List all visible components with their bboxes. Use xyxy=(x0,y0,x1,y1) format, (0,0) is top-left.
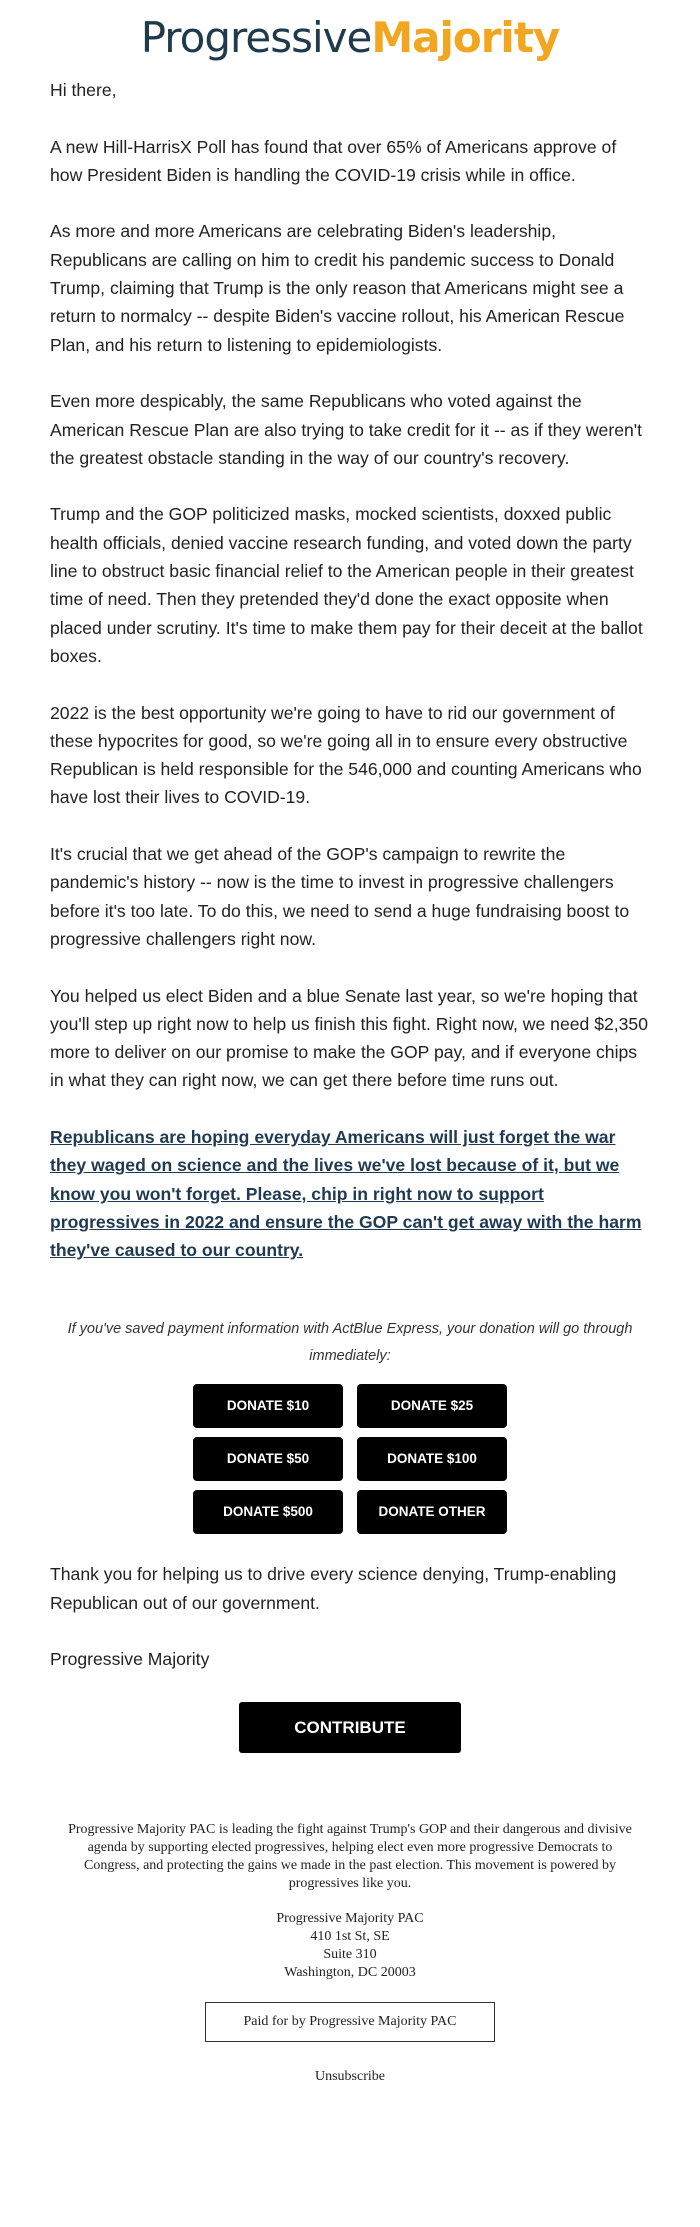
closing-section xyxy=(0,1560,700,1673)
donate-button-grid xyxy=(193,1384,507,1534)
unsubscribe-link[interactable]: Unsubscribe xyxy=(315,2068,385,2084)
cta-paragraph xyxy=(50,1123,650,1264)
greeting: Hi there, xyxy=(50,80,117,100)
paragraph-despicably: Even more despicably, the same Republicans who voted against the American Rescue Plan are also trying to take credit for it -- as if they weren't the greatest obstacle standing in the way of our country's recovery. xyxy=(50,391,643,468)
footer xyxy=(0,1821,700,1893)
address-line: Progressive Majority PAC xyxy=(276,1910,424,1926)
paragraph-crucial: It's crucial that we get ahead of the GOP's campaign to rewrite the pandemic's history -- now is the time to invest in progressive challengers before it's too late. To do this, we need to send a huge fundraising boost to progressive challengers right now. xyxy=(50,844,630,949)
paragraph-politicized: Trump and the GOP politicized masks, mocked scientists, doxxed public health officials, denied vaccine research funding, and voted down the party line to obstruct basic financial relief to the American people in their greatest time of need. Then they pretended they'd done the exact opposite when placed under scrutiny. It's time to make them pay for their deceit at the ballot boxes. xyxy=(50,504,643,666)
thanks-paragraph: Thank you for helping us to drive every science denying, Trump-enabling Republican out of our government. xyxy=(50,1564,617,1613)
address-line: Washington, DC 20003 xyxy=(284,1964,416,1980)
contribute-button[interactable]: CONTRIBUTE xyxy=(239,1702,461,1753)
logo-text-progressive: Progressive xyxy=(140,13,372,62)
donate-100-button[interactable]: DONATE $100 xyxy=(357,1437,507,1481)
paragraph-elect: You helped us elect Biden and a blue Senate last year, so we're hoping that you'll step up right now to help us finish this fight. Right now, we need $2,350 more to deliver on our promise to make the GOP pay, and if everyone chips in what they can right now, we can get there before time runs out. xyxy=(50,985,649,1091)
donate-10-button[interactable]: DONATE $10 xyxy=(193,1384,343,1428)
footer-mission: Progressive Majority PAC is leading the fight against Trump's GOP and their dangerous and divisive agenda by supporting elected progressives, helping elect even more progressive Democrats to Congress, and protecting the gains we made in the past election. This movement is powered by progressives like you. xyxy=(68,1821,632,1891)
contribute-wrapper xyxy=(0,1702,700,1753)
paid-for-disclaimer: Paid for by Progressive Majority PAC xyxy=(205,2002,495,2042)
paragraph-2022: 2022 is the best opportunity we're going to have to rid our government of these hypocrites for good, so we're going all in to ensure every obstructive Republican is held responsible for the 546,000 and counting Americans who have lost their lives to COVID-19. xyxy=(50,702,642,808)
logo-text-majority: Majority xyxy=(371,13,560,62)
chip-in-link[interactable]: Republicans are hoping everyday Americans will just forget the war they waged on science and the lives we've lost because of it, but we know you won't forget. Please, chip in right now to support progressives in 2022 and ensure the GOP can't get away with the harm they've caused to our country. xyxy=(50,1126,642,1261)
donate-other-button[interactable]: DONATE OTHER xyxy=(357,1490,507,1534)
address-line: 410 1st St, SE xyxy=(310,1928,390,1944)
actblue-express-note: If you've saved payment information with ActBlue Express, your donation will go through immediately: xyxy=(67,1321,633,1365)
footer-address xyxy=(0,1910,700,1982)
donate-500-button[interactable]: DONATE $500 xyxy=(193,1490,343,1534)
paragraph-credit: As more and more Americans are celebrating Biden's leadership, Republicans are calling on him to credit his pandemic success to Donald Trump, claiming that Trump is the only reason that Americans might see a return to normalcy -- despite Biden's vaccine rollout, his American Rescue Plan, and his return to listening to epidemiologists. xyxy=(50,221,625,355)
signature: Progressive Majority xyxy=(50,1649,210,1670)
donate-25-button[interactable]: DONATE $25 xyxy=(357,1384,507,1428)
progressive-majority-logo[interactable] xyxy=(0,0,700,76)
address-line: Suite 310 xyxy=(323,1946,377,1962)
message-content xyxy=(0,76,700,1264)
donate-50-button[interactable]: DONATE $50 xyxy=(193,1437,343,1481)
paragraph-poll: A new Hill-HarrisX Poll has found that over 65% of Americans approve of how President Biden is handling the COVID-19 crisis while in office. xyxy=(50,136,617,185)
